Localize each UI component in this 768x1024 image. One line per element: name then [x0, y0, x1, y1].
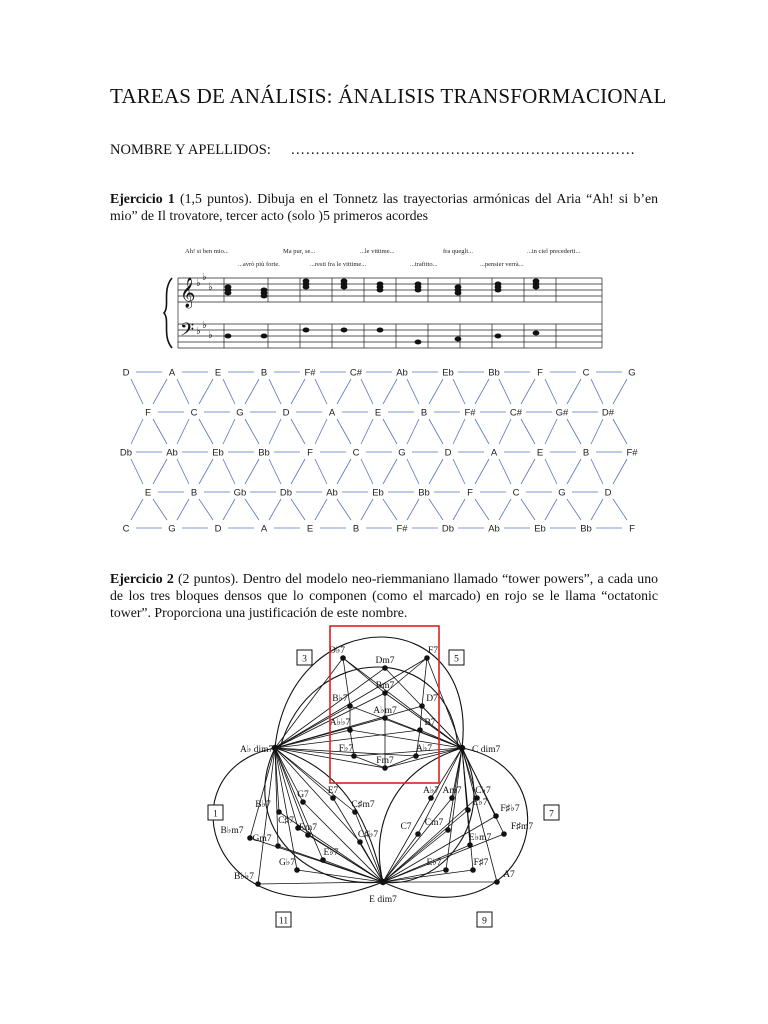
- tonnetz-note: B: [260, 367, 268, 379]
- tonnetz-edge: [545, 459, 557, 484]
- tower-node: [382, 665, 388, 671]
- tonnetz-edge: [545, 379, 557, 404]
- tonnetz-note: Eb: [212, 447, 224, 459]
- tonnetz-edge: [475, 419, 489, 444]
- tonnetz-note: E: [214, 367, 222, 379]
- tonnetz-edge: [407, 499, 419, 520]
- tonnetz-note: Db: [119, 447, 133, 459]
- tower-chord-label: A♭♭7: [329, 718, 351, 728]
- tonnetz-note: C: [122, 523, 130, 535]
- tonnetz-edge: [429, 459, 443, 484]
- tonnetz-edge: [521, 459, 535, 484]
- tonnetz-edges: [131, 372, 627, 528]
- tower-node: [305, 832, 311, 838]
- tonnetz-note: E: [144, 487, 152, 499]
- tower-node: [449, 795, 455, 801]
- tonnetz-edge: [153, 459, 167, 484]
- notehead: [415, 288, 422, 293]
- tonnetz-edge: [177, 419, 189, 444]
- lyric: fra quegli...: [443, 248, 473, 255]
- tonnetz-note: G: [168, 523, 176, 535]
- number-box-label: 5: [454, 654, 459, 665]
- tower-chord-label: Am7: [442, 786, 462, 796]
- tower-node: [382, 715, 388, 721]
- notehead: [377, 288, 384, 293]
- tower-hub-label: A♭ dim7: [240, 745, 274, 755]
- tonnetz-note: C: [582, 367, 590, 379]
- tower-chord-label: E♭7: [426, 858, 442, 868]
- tower-chord-label: B♭7: [332, 694, 348, 704]
- tonnetz-edge: [591, 499, 603, 520]
- tonnetz-edge: [269, 419, 281, 444]
- tonnetz-note: F: [467, 487, 473, 499]
- tower-chord-label: Cm7: [424, 818, 444, 828]
- tonnetz-note: D: [122, 367, 130, 379]
- tower-hub-label: C dim7: [472, 745, 501, 755]
- tonnetz-edge: [567, 459, 581, 484]
- tonnetz-note: Gb: [233, 487, 247, 499]
- tonnetz-edge: [131, 379, 143, 404]
- tonnetz-edge: [291, 379, 305, 404]
- tower-node: [352, 809, 358, 815]
- tower-chord-label: C♯♭7: [357, 830, 379, 840]
- tonnetz-edge: [177, 499, 189, 520]
- notehead: [533, 331, 540, 336]
- tower-node: [413, 753, 419, 759]
- tower-chord-label: B♭♭7: [233, 872, 255, 882]
- tonnetz-edge: [245, 419, 259, 444]
- tower-chord-label: G♭7: [278, 858, 296, 868]
- tonnetz-edge: [361, 419, 373, 444]
- exercise-2-text: (2 puntos). Dentro del modelo neo-riemmaniano llamado “tower powers”, a cada uno de los tres bloques densos que lo componen (como el marcado) en rojo se le llama “octatonic tower”. Proporciona una justificación de este nombre.: [110, 571, 658, 620]
- tonnetz-edge: [315, 499, 327, 520]
- tonnetz-note: G#: [555, 407, 569, 419]
- tonnetz-note: F: [537, 367, 543, 379]
- tower-chord-label: B7: [424, 718, 436, 728]
- tonnetz-note: A: [260, 523, 268, 535]
- name-blank-line[interactable]: ……………………………………………………………: [290, 142, 636, 158]
- tower-node: [424, 655, 430, 661]
- tower-node: [501, 831, 507, 837]
- tonnetz-note: E: [374, 407, 382, 419]
- tower-node: [445, 827, 451, 833]
- tonnetz-note: F: [145, 407, 151, 419]
- tonnetz-note: D: [444, 447, 452, 459]
- tower-node: [320, 857, 326, 863]
- tonnetz-edge: [475, 379, 489, 404]
- number-box-label: 7: [549, 809, 554, 820]
- tower-chord-label: E♭7: [323, 848, 339, 858]
- score-lyrics-top: [185, 248, 581, 255]
- exercise-1: [110, 190, 658, 224]
- name-field-row: [110, 142, 635, 159]
- tower-hub-node: [380, 879, 386, 885]
- lyric: ...trafitto...: [410, 261, 438, 268]
- tonnetz-edge: [567, 419, 581, 444]
- tower-chord-label: Bm7: [375, 681, 395, 691]
- tonnetz-edge: [499, 419, 511, 444]
- tonnetz-edge: [315, 379, 327, 404]
- notehead: [495, 288, 502, 293]
- tower-node: [417, 727, 423, 733]
- tower-node: [470, 867, 476, 873]
- tonnetz-note: G: [398, 447, 406, 459]
- tonnetz-note: C#: [349, 367, 363, 379]
- notehead: [341, 328, 348, 333]
- tonnetz-edge: [361, 379, 373, 404]
- tower-node: [428, 795, 434, 801]
- tower-node: [347, 703, 353, 709]
- tower-hub-node: [459, 745, 465, 751]
- lyric: ...pensier verrà...: [480, 261, 524, 268]
- tonnetz-note: B: [582, 447, 590, 459]
- score-notes: [164, 272, 539, 348]
- notehead: [341, 285, 348, 290]
- tonnetz-note: Bb: [488, 367, 500, 379]
- treble-clef: 𝄞: [180, 277, 196, 307]
- tower-edge: [275, 748, 297, 870]
- tonnetz-note: F#: [304, 367, 316, 379]
- tower-chord-label: G7: [297, 790, 309, 800]
- tonnetz-edge: [337, 379, 351, 404]
- tower-edge: [279, 812, 383, 882]
- tower-hub-label: E dim7: [369, 895, 397, 905]
- tower-chord-label: C♭7: [475, 786, 491, 796]
- tower-chord-label: F7: [427, 646, 439, 656]
- score-lyrics-bottom: [238, 261, 524, 268]
- tonnetz-note: B: [352, 523, 360, 535]
- tower-node: [419, 703, 425, 709]
- tonnetz-edge: [199, 459, 213, 484]
- tonnetz-edge: [521, 419, 535, 444]
- tonnetz-edge: [613, 419, 627, 444]
- tonnetz-edge: [153, 379, 167, 404]
- tonnetz-edge: [499, 459, 511, 484]
- tower-node: [465, 807, 471, 813]
- tower-edge: [308, 835, 383, 882]
- lyric: ...in ciel precederti...: [527, 248, 581, 255]
- notehead: [261, 334, 268, 339]
- tonnetz-note: Db: [279, 487, 293, 499]
- tonnetz-edge: [361, 499, 373, 520]
- tonnetz-note: F: [307, 447, 313, 459]
- tonnetz-edge: [153, 419, 167, 444]
- tower-chord-label: E♭m7: [468, 833, 492, 843]
- tower-node: [351, 753, 357, 759]
- tonnetz-edge: [337, 499, 351, 520]
- tonnetz-edge: [521, 499, 535, 520]
- page-title: TAREAS DE ANÁLISIS: ÁNALISIS TRANSFORMACIONAL: [110, 84, 667, 108]
- tonnetz-edge: [567, 379, 581, 404]
- tonnetz-note: D: [282, 407, 290, 419]
- tonnetz-edge: [591, 459, 603, 484]
- flat-sign: ♭: [196, 278, 201, 289]
- notehead: [261, 294, 268, 299]
- tower-chord-label: E7: [327, 786, 339, 796]
- flat-sign: ♭: [202, 320, 207, 331]
- tonnetz-edge: [315, 419, 327, 444]
- tower-chord-label: Dm7: [375, 656, 395, 666]
- tonnetz-note: F: [629, 523, 635, 535]
- tonnetz-edge: [269, 459, 281, 484]
- tonnetz-edge: [177, 379, 189, 404]
- tonnetz-edge: [429, 379, 443, 404]
- tonnetz-edge: [131, 419, 143, 444]
- tower-node: [382, 765, 388, 771]
- tonnetz-edge: [223, 499, 235, 520]
- exercise-2-heading: Ejercicio 2: [110, 571, 174, 586]
- tower-edge: [350, 730, 462, 748]
- tower-chord-label: E♭7: [472, 798, 488, 808]
- tonnetz-note: Eb: [442, 367, 454, 379]
- notehead: [225, 334, 232, 339]
- tonnetz-note: Bb: [418, 487, 430, 499]
- flat-sign: ♭: [208, 330, 213, 341]
- tonnetz-note: Ab: [166, 447, 178, 459]
- tonnetz-note: D: [604, 487, 612, 499]
- tower-node: [330, 795, 336, 801]
- tower-chord-label: B♭7: [255, 800, 271, 810]
- tower-node: [357, 839, 363, 845]
- tonnetz-edge: [383, 499, 397, 520]
- tower-node: [347, 727, 353, 733]
- tonnetz-note: F#: [464, 407, 476, 419]
- tonnetz-edge: [453, 499, 465, 520]
- tonnetz-grid: [110, 360, 670, 540]
- number-box-label: 9: [482, 916, 487, 927]
- tower-edge: [275, 748, 323, 860]
- tower-chord-label: B♭m7: [220, 826, 244, 836]
- exercise-1-text: (1,5 puntos). Dibuja en el Tonnetz las trayectorias armónicas del Aria “Ah! si b’en mio” de Il trovatore, tercer acto (solo )5 primeros acordes: [110, 191, 658, 223]
- tonnetz-note: A: [328, 407, 336, 419]
- lyric: ...resti fra le vittime...: [310, 261, 367, 268]
- tonnetz-note: D#: [601, 407, 615, 419]
- tonnetz-edge: [199, 419, 213, 444]
- tower-node: [494, 879, 500, 885]
- tonnetz-edge: [223, 379, 235, 404]
- tower-edge: [383, 798, 452, 882]
- tower-node: [493, 813, 499, 819]
- tonnetz-edge: [407, 459, 419, 484]
- tonnetz-edge: [613, 499, 627, 520]
- brace: [164, 278, 172, 348]
- tonnetz-edge: [291, 459, 305, 484]
- tonnetz-edge: [591, 419, 603, 444]
- tonnetz-edge: [613, 459, 627, 484]
- tonnetz-edge: [567, 499, 581, 520]
- tower-node: [255, 881, 261, 887]
- tonnetz-note: Bb: [580, 523, 592, 535]
- tonnetz-edge: [291, 419, 305, 444]
- tonnetz-edge: [153, 499, 167, 520]
- tower-chord-label: F♯7: [473, 858, 489, 868]
- tower-edge: [383, 870, 446, 882]
- number-box-label: 1: [213, 809, 218, 820]
- tower-chord-label: C♯7: [278, 816, 294, 826]
- tower-chord-label: A♭7: [415, 744, 433, 754]
- tonnetz-edge: [613, 379, 627, 404]
- tonnetz-note: B: [420, 407, 428, 419]
- tower-chord-label: A7: [503, 870, 515, 880]
- lyric: Ah! si ben mio...: [185, 248, 229, 255]
- flat-sign: ♭: [208, 282, 213, 293]
- tonnetz-note: A: [490, 447, 498, 459]
- tonnetz-edge: [499, 499, 511, 520]
- exercise-1-heading: Ejercicio 1: [110, 191, 175, 206]
- bass-clef: 𝄢: [180, 319, 195, 344]
- tonnetz-note: E: [306, 523, 314, 535]
- tower-chord-label: A♭m7: [373, 706, 397, 716]
- tonnetz-edge: [475, 499, 489, 520]
- tonnetz-note: C#: [509, 407, 523, 419]
- notehead: [533, 285, 540, 290]
- tonnetz-edge: [291, 499, 305, 520]
- tonnetz-edge: [337, 459, 351, 484]
- tonnetz-note: G: [558, 487, 566, 499]
- tonnetz-edge: [199, 379, 213, 404]
- tower-chord-label: A♭7: [422, 786, 440, 796]
- tonnetz-note: F#: [396, 523, 408, 535]
- tonnetz-edge: [361, 459, 373, 484]
- tower-node: [294, 867, 300, 873]
- tower-node: [382, 690, 388, 696]
- tonnetz-edge: [407, 419, 419, 444]
- tower-chord-label: Gm7: [252, 834, 272, 844]
- tower-chord-label: Em7: [299, 823, 317, 833]
- tonnetz-edge: [245, 379, 259, 404]
- tonnetz-edge: [475, 459, 489, 484]
- tonnetz-edge: [429, 419, 443, 444]
- lyric: ...le vittime...: [360, 248, 395, 255]
- tower-node: [340, 655, 346, 661]
- tonnetz-edge: [545, 419, 557, 444]
- tower-chord-label: F♯m7: [510, 822, 534, 832]
- tower-node: [467, 842, 473, 848]
- tonnetz-edge: [521, 379, 535, 404]
- tower-node: [275, 843, 281, 849]
- tonnetz-edge: [453, 379, 465, 404]
- score-excerpt: [160, 240, 610, 355]
- tower-node: [415, 831, 421, 837]
- tower-edge: [275, 748, 360, 842]
- tower-chord-label: Fm7: [376, 756, 394, 766]
- tonnetz-edge: [453, 459, 465, 484]
- name-label: NOMBRE Y APELLIDOS:: [110, 142, 271, 158]
- tonnetz-edge: [383, 379, 397, 404]
- tonnetz-edge: [383, 459, 397, 484]
- tonnetz-edge: [315, 459, 327, 484]
- notehead: [377, 328, 384, 333]
- tonnetz-note: Ab: [396, 367, 408, 379]
- tonnetz-note: Eb: [534, 523, 546, 535]
- tonnetz-edge: [591, 379, 603, 404]
- tonnetz-edge: [245, 499, 259, 520]
- tonnetz-edge: [407, 379, 419, 404]
- tonnetz-note: E: [536, 447, 544, 459]
- tower-chord-label: F♭7: [338, 744, 354, 754]
- lyric: Ma pur, se...: [283, 248, 316, 255]
- notehead: [455, 291, 462, 296]
- flat-sign: ♭: [196, 326, 201, 337]
- notehead: [455, 337, 462, 342]
- tonnetz-edge: [223, 419, 235, 444]
- tower-chord-label: F♯♭7: [500, 804, 520, 814]
- number-box-label: 11: [278, 916, 289, 927]
- tower-node: [300, 799, 306, 805]
- tower-edges: [250, 658, 504, 884]
- tonnetz-note: F#: [626, 447, 638, 459]
- tonnetz-notes: [120, 368, 638, 535]
- tower-node: [443, 867, 449, 873]
- notehead: [225, 291, 232, 296]
- tower-edge: [250, 748, 275, 838]
- tower-chord-label: C7: [400, 822, 412, 832]
- tonnetz-note: Ab: [488, 523, 500, 535]
- tower-node: [276, 809, 282, 815]
- tower-edge: [297, 870, 383, 882]
- tonnetz-edge: [383, 419, 397, 444]
- tonnetz-edge: [453, 419, 465, 444]
- tonnetz-note: D: [214, 523, 222, 535]
- tower-edge: [383, 798, 431, 882]
- tonnetz-edge: [269, 379, 281, 404]
- notehead: [415, 340, 422, 345]
- tower-chord-label: D♭7: [328, 646, 346, 656]
- notehead: [303, 328, 310, 333]
- tonnetz-edge: [223, 459, 235, 484]
- tonnetz-note: Bb: [258, 447, 270, 459]
- tonnetz-note: G: [628, 367, 636, 379]
- tonnetz-note: B: [190, 487, 198, 499]
- notehead: [303, 285, 310, 290]
- tonnetz-edge: [545, 499, 557, 520]
- tonnetz-note: C: [512, 487, 520, 499]
- tonnetz-note: Eb: [372, 487, 384, 499]
- flat-sign: ♭: [202, 272, 207, 283]
- tonnetz-edge: [131, 499, 143, 520]
- tonnetz-edge: [177, 459, 189, 484]
- notehead: [495, 334, 502, 339]
- tonnetz-edge: [499, 379, 511, 404]
- lyric: ...avrò più forte.: [238, 261, 280, 268]
- tonnetz-note: Ab: [326, 487, 338, 499]
- tower-powers-diagram: [200, 620, 570, 940]
- tower-edge: [258, 748, 275, 884]
- tonnetz-edge: [199, 499, 213, 520]
- tonnetz-note: G: [236, 407, 244, 419]
- tonnetz-edge: [337, 419, 351, 444]
- tonnetz-edge: [269, 499, 281, 520]
- number-box-label: 3: [302, 654, 307, 665]
- tonnetz-edge: [429, 499, 443, 520]
- tonnetz-note: C: [352, 447, 360, 459]
- tonnetz-note: A: [168, 367, 176, 379]
- exercise-2: [110, 570, 658, 621]
- tonnetz-edge: [131, 459, 143, 484]
- tower-chord-label: C♯m7: [351, 800, 375, 810]
- tonnetz-note: Db: [441, 523, 455, 535]
- tower-chord-label: D7: [426, 694, 438, 704]
- tonnetz-edge: [245, 459, 259, 484]
- tonnetz-note: C: [190, 407, 198, 419]
